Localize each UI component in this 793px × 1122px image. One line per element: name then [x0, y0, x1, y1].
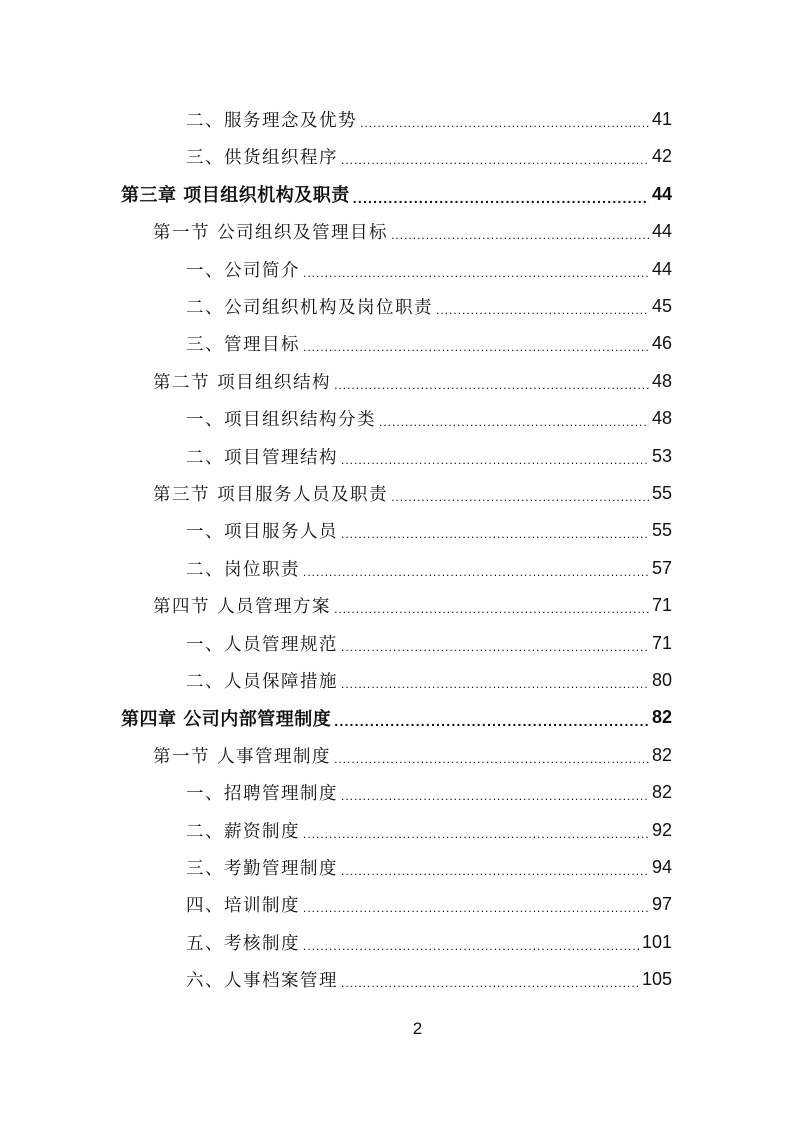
- toc-entry-label: 第二节 项目组织结构: [153, 372, 332, 393]
- dot-leader: [334, 379, 649, 400]
- toc-entry[interactable]: [186, 924, 672, 961]
- dot-leader: [303, 940, 639, 961]
- dot-leader: [303, 566, 649, 587]
- toc-entry-label: 二、岗位职责: [186, 559, 300, 580]
- toc-entry[interactable]: [186, 325, 672, 362]
- toc-chapter-entry[interactable]: [121, 699, 672, 736]
- toc-entry-page: 44: [651, 258, 672, 279]
- toc-entry-page: 44: [651, 221, 672, 242]
- toc-entry-page: 42: [651, 146, 672, 167]
- toc-entry-page: 46: [651, 333, 672, 354]
- toc-entry[interactable]: [186, 138, 672, 175]
- toc-entry-page: 71: [651, 595, 672, 616]
- toc-entry-page: 41: [651, 109, 672, 129]
- toc-entry[interactable]: [186, 625, 672, 662]
- toc-entry-label: 第四章 公司内部管理制度: [121, 708, 332, 730]
- toc-entry[interactable]: [186, 961, 672, 998]
- toc-section-entry[interactable]: [153, 737, 672, 774]
- dot-leader: [379, 416, 649, 437]
- toc-entry[interactable]: [186, 550, 672, 587]
- toc-entry-page: 105: [641, 969, 672, 990]
- dot-leader: [341, 977, 639, 998]
- toc-entry-page: 71: [651, 632, 672, 653]
- toc-entry-label: 二、人员保障措施: [186, 672, 338, 692]
- toc-entry-label: 三、供货组织程序: [186, 148, 338, 169]
- toc-entry-page: 82: [651, 744, 672, 765]
- toc-entry[interactable]: [186, 662, 672, 699]
- toc-entry-page: 80: [651, 670, 672, 690]
- toc-entry-label: 第四节 人员管理方案: [153, 597, 332, 618]
- page-number: 2: [412, 1019, 423, 1038]
- toc-entry-page: 45: [651, 296, 672, 316]
- toc-entry-page: 82: [651, 707, 672, 728]
- dot-leader: [360, 117, 649, 138]
- toc-entry-page: 55: [651, 520, 672, 541]
- dot-leader: [391, 491, 649, 512]
- toc-entry-page: 97: [651, 894, 672, 915]
- toc-section-entry[interactable]: [153, 587, 672, 624]
- toc-entry[interactable]: [186, 101, 672, 138]
- toc-entry-label: 一、公司简介: [186, 260, 300, 281]
- toc-section-entry[interactable]: [153, 363, 672, 400]
- toc-entry-page: 55: [651, 483, 672, 503]
- dot-leader: [341, 454, 649, 475]
- toc-entry[interactable]: [186, 774, 672, 811]
- toc-entry-label: 五、考核制度: [186, 933, 300, 954]
- dot-leader: [341, 790, 649, 811]
- dot-leader: [391, 229, 649, 250]
- toc-entry-label: 第三节 项目服务人员及职责: [153, 485, 389, 505]
- dot-leader: [341, 528, 649, 549]
- toc-entry-page: 101: [641, 931, 672, 952]
- toc-entry[interactable]: [186, 288, 672, 325]
- dot-leader: [334, 714, 649, 736]
- toc-entry-label: 一、人员管理规范: [186, 634, 338, 655]
- toc-entry-page: 82: [651, 782, 672, 803]
- dot-leader: [341, 678, 649, 699]
- toc-entry-label: 第一节 公司组织及管理目标: [153, 223, 389, 244]
- toc-entry-page: 57: [651, 557, 672, 578]
- toc-entry-label: 二、公司组织机构及岗位职责: [186, 298, 433, 318]
- toc-section-entry[interactable]: [153, 475, 672, 512]
- toc-entry[interactable]: [186, 849, 672, 886]
- dot-leader: [303, 828, 649, 849]
- dot-leader: [341, 641, 649, 662]
- toc-entry-label: 三、管理目标: [186, 335, 300, 356]
- toc-chapter-entry[interactable]: [121, 176, 672, 213]
- dot-leader: [436, 304, 649, 325]
- dot-leader: [341, 154, 649, 175]
- dot-leader: [303, 341, 649, 362]
- dot-leader: [334, 753, 649, 774]
- toc-entry[interactable]: [186, 886, 672, 923]
- toc-entry-label: 四、培训制度: [186, 896, 300, 917]
- toc-entry[interactable]: [186, 512, 672, 549]
- toc-entry-label: 二、薪资制度: [186, 821, 300, 842]
- dot-leader: [334, 603, 649, 624]
- dot-leader: [303, 267, 649, 288]
- toc-entry-page: 44: [651, 183, 672, 204]
- toc-entry-label: 一、项目服务人员: [186, 522, 338, 543]
- toc-entry-label: 第三章 项目组织机构及职责: [121, 185, 350, 207]
- toc-entry-label: 一、招聘管理制度: [186, 784, 338, 805]
- toc-entry-page: 94: [651, 857, 672, 877]
- toc-entry-page: 53: [651, 445, 672, 466]
- dot-leader: [353, 191, 649, 213]
- toc-entry[interactable]: [186, 812, 672, 849]
- dot-leader: [303, 902, 649, 923]
- toc-entry-label: 二、项目管理结构: [186, 447, 338, 468]
- toc-entry-page: 48: [651, 408, 672, 429]
- toc-entry-label: 六、人事档案管理: [186, 971, 338, 992]
- toc-entry-label: 三、考勤管理制度: [186, 859, 338, 879]
- dot-leader: [341, 865, 649, 886]
- toc-entry[interactable]: [186, 438, 672, 475]
- toc-entry-label: 二、服务理念及优势: [186, 111, 357, 131]
- toc-entry[interactable]: [186, 251, 672, 288]
- toc-entry[interactable]: [186, 400, 672, 437]
- toc-section-entry[interactable]: [153, 213, 672, 250]
- toc-entry-page: 48: [651, 370, 672, 391]
- toc-entry-label: 第一节 人事管理制度: [153, 746, 332, 767]
- toc-entry-label: 一、项目组织结构分类: [186, 410, 376, 431]
- toc-entry-page: 92: [651, 819, 672, 840]
